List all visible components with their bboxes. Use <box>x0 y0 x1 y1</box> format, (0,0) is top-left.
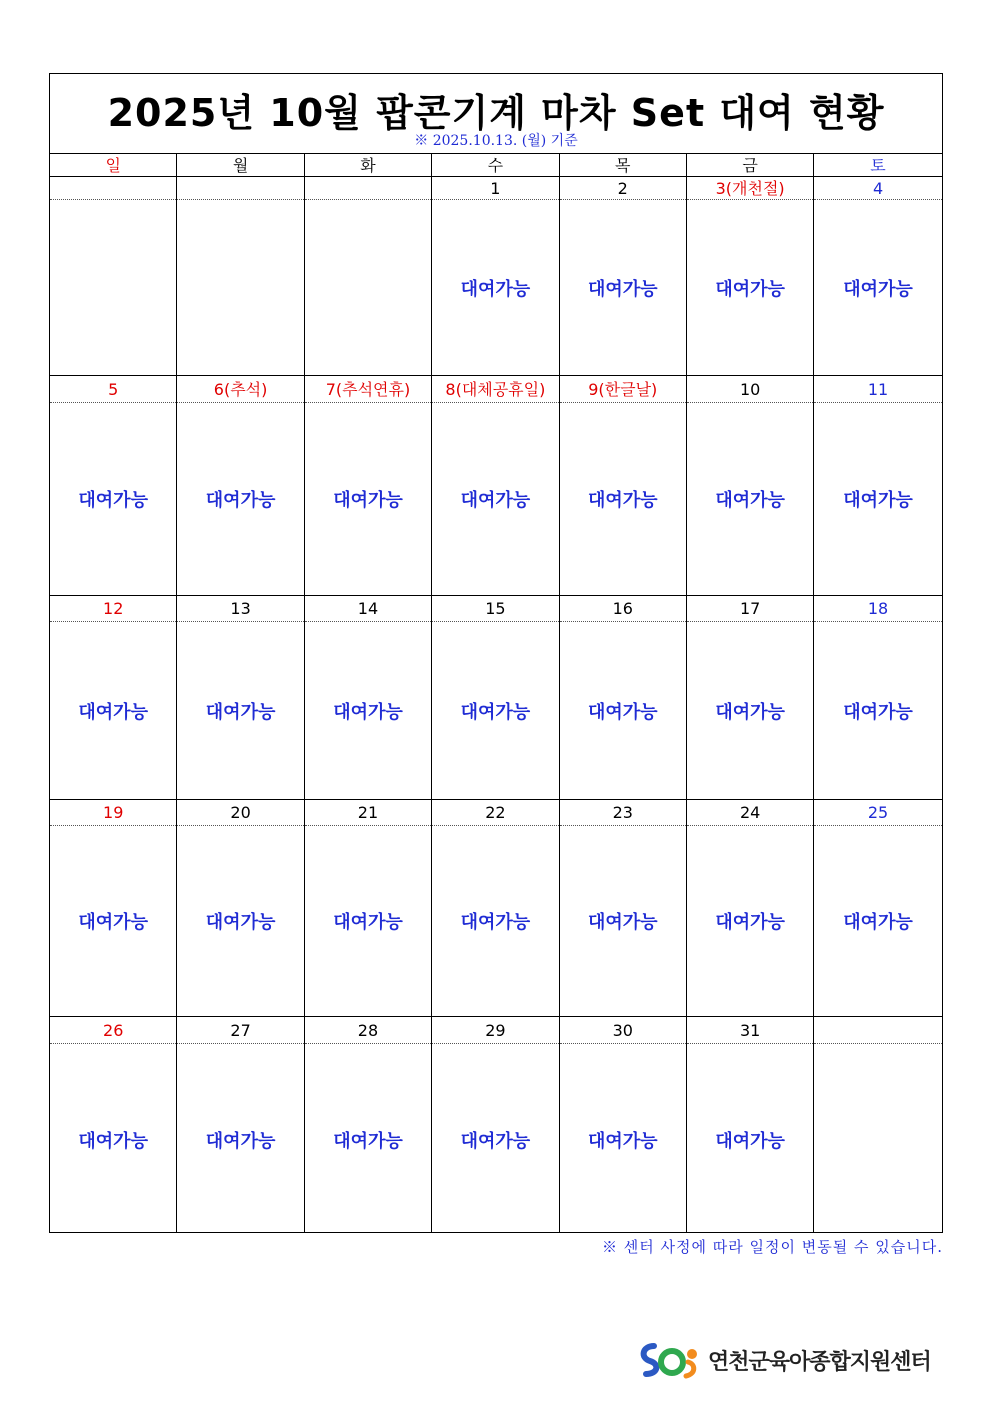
day-status: 대여가능 <box>587 702 658 723</box>
day-date: 27 <box>177 1017 303 1044</box>
center-logo-icon <box>638 1340 702 1380</box>
day-status: 대여가능 <box>78 912 148 933</box>
day-cell <box>432 1017 559 1233</box>
day-status: 대여가능 <box>460 912 531 933</box>
day-status: 대여가능 <box>333 1131 403 1152</box>
center-logo <box>638 1340 931 1380</box>
day-date: 28 <box>305 1017 431 1044</box>
day-cell <box>687 596 814 799</box>
day-status: 대여가능 <box>205 1131 276 1152</box>
week-row <box>50 596 942 800</box>
day-date: 18 <box>814 596 941 622</box>
day-status: 대여가능 <box>205 702 276 723</box>
day-cell <box>50 596 177 799</box>
day-date: 1 <box>432 177 558 200</box>
day-cell <box>432 800 559 1016</box>
day-date: 17 <box>687 596 813 622</box>
day-cell <box>305 177 432 375</box>
day-cell <box>305 376 432 595</box>
weekday-sat: 토 <box>870 156 886 175</box>
day-cell <box>560 376 687 595</box>
day-status: 대여가능 <box>587 912 658 933</box>
day-cell <box>177 376 304 595</box>
day-cell <box>560 177 687 375</box>
day-cell <box>50 376 177 595</box>
day-cell <box>50 1017 177 1233</box>
weekday-wed: 수 <box>432 154 559 176</box>
day-date: 15 <box>432 596 558 622</box>
day-status: 대여가능 <box>715 279 785 300</box>
as-of-date: ※ 2025.10.13. (월) 기준 <box>414 133 578 149</box>
day-date: 6(추석) <box>177 376 303 403</box>
week-row <box>50 1017 942 1233</box>
day-date: 13 <box>177 596 303 622</box>
day-cell <box>687 177 814 375</box>
day-cell <box>432 177 559 375</box>
day-cell <box>814 177 941 375</box>
day-cell <box>814 376 941 595</box>
week-row <box>50 177 942 376</box>
day-date: 14 <box>305 596 431 622</box>
day-status: 대여가능 <box>843 279 913 300</box>
day-date: 4 <box>814 177 941 200</box>
day-date: 8(대체공휴일) <box>432 376 558 403</box>
day-status: 대여가능 <box>78 490 148 511</box>
day-cell <box>560 1017 687 1233</box>
day-date <box>177 177 303 200</box>
day-status: 대여가능 <box>460 490 531 511</box>
day-cell <box>687 800 814 1016</box>
day-date: 3(개천절) <box>687 177 813 200</box>
day-date: 30 <box>560 1017 686 1044</box>
day-status: 대여가능 <box>460 702 531 723</box>
day-date: 2 <box>560 177 686 200</box>
day-date <box>50 177 176 200</box>
day-status: 대여가능 <box>333 490 403 511</box>
day-date: 10 <box>687 376 813 403</box>
page-title: 2025년 10월 팝콘기계 마차 Set 대여 현황 <box>107 91 885 135</box>
day-date: 11 <box>814 376 941 403</box>
calendar-grid <box>50 177 942 1233</box>
day-status: 대여가능 <box>843 490 913 511</box>
calendar-frame <box>49 73 943 1233</box>
day-cell <box>560 596 687 799</box>
day-status: 대여가능 <box>715 702 785 723</box>
day-cell <box>177 800 304 1016</box>
day-cell <box>814 596 941 799</box>
day-date: 25 <box>814 800 941 826</box>
title-box <box>50 74 942 154</box>
day-date: 23 <box>560 800 686 826</box>
day-status: 대여가능 <box>587 279 658 300</box>
day-status: 대여가능 <box>715 912 785 933</box>
weekday-header <box>50 154 942 177</box>
day-status: 대여가능 <box>587 1131 658 1152</box>
day-cell <box>560 800 687 1016</box>
day-cell <box>432 376 559 595</box>
day-date: 16 <box>560 596 686 622</box>
day-status: 대여가능 <box>205 912 276 933</box>
weekday-mon: 월 <box>177 154 304 176</box>
day-status: 대여가능 <box>333 702 403 723</box>
day-date: 31 <box>687 1017 813 1044</box>
day-date: 26 <box>50 1017 176 1044</box>
day-date: 29 <box>432 1017 558 1044</box>
day-date: 12 <box>50 596 176 622</box>
day-cell <box>50 800 177 1016</box>
day-date: 21 <box>305 800 431 826</box>
day-date: 19 <box>50 800 176 826</box>
day-cell <box>177 1017 304 1233</box>
weekday-thu: 목 <box>560 154 687 176</box>
day-status: 대여가능 <box>460 1131 531 1152</box>
footnote: ※ 센터 사정에 따라 일정이 변동될 수 있습니다. <box>602 1238 943 1256</box>
day-cell <box>177 177 304 375</box>
day-status: 대여가능 <box>333 912 403 933</box>
day-cell <box>432 596 559 799</box>
day-status: 대여가능 <box>78 702 148 723</box>
day-status: 대여가능 <box>715 1131 785 1152</box>
center-logo-text: 연천군육아종합지원센터 <box>708 1349 931 1375</box>
day-status: 대여가능 <box>460 279 531 300</box>
weekday-sun: 일 <box>50 154 177 176</box>
day-date: 20 <box>177 800 303 826</box>
day-date <box>305 177 431 200</box>
day-status: 대여가능 <box>78 1131 148 1152</box>
day-cell <box>50 177 177 375</box>
day-cell <box>305 596 432 799</box>
day-date <box>814 1017 941 1044</box>
day-date: 5 <box>50 376 176 403</box>
day-cell <box>814 800 941 1016</box>
day-cell <box>305 800 432 1016</box>
day-cell <box>177 596 304 799</box>
day-status: 대여가능 <box>843 702 913 723</box>
weekday-tue: 화 <box>305 154 432 176</box>
day-cell <box>687 1017 814 1233</box>
day-status: 대여가능 <box>587 490 658 511</box>
day-date: 7(추석연휴) <box>305 376 431 403</box>
week-row <box>50 376 942 596</box>
day-status: 대여가능 <box>843 912 913 933</box>
weekday-fri: 금 <box>687 154 814 176</box>
day-status: 대여가능 <box>715 490 785 511</box>
day-date: 22 <box>432 800 558 826</box>
day-cell <box>305 1017 432 1233</box>
day-cell <box>814 1017 941 1233</box>
day-cell <box>687 376 814 595</box>
week-row <box>50 800 942 1017</box>
day-status: 대여가능 <box>205 490 276 511</box>
day-date: 24 <box>687 800 813 826</box>
day-date: 9(한글날) <box>560 376 686 403</box>
